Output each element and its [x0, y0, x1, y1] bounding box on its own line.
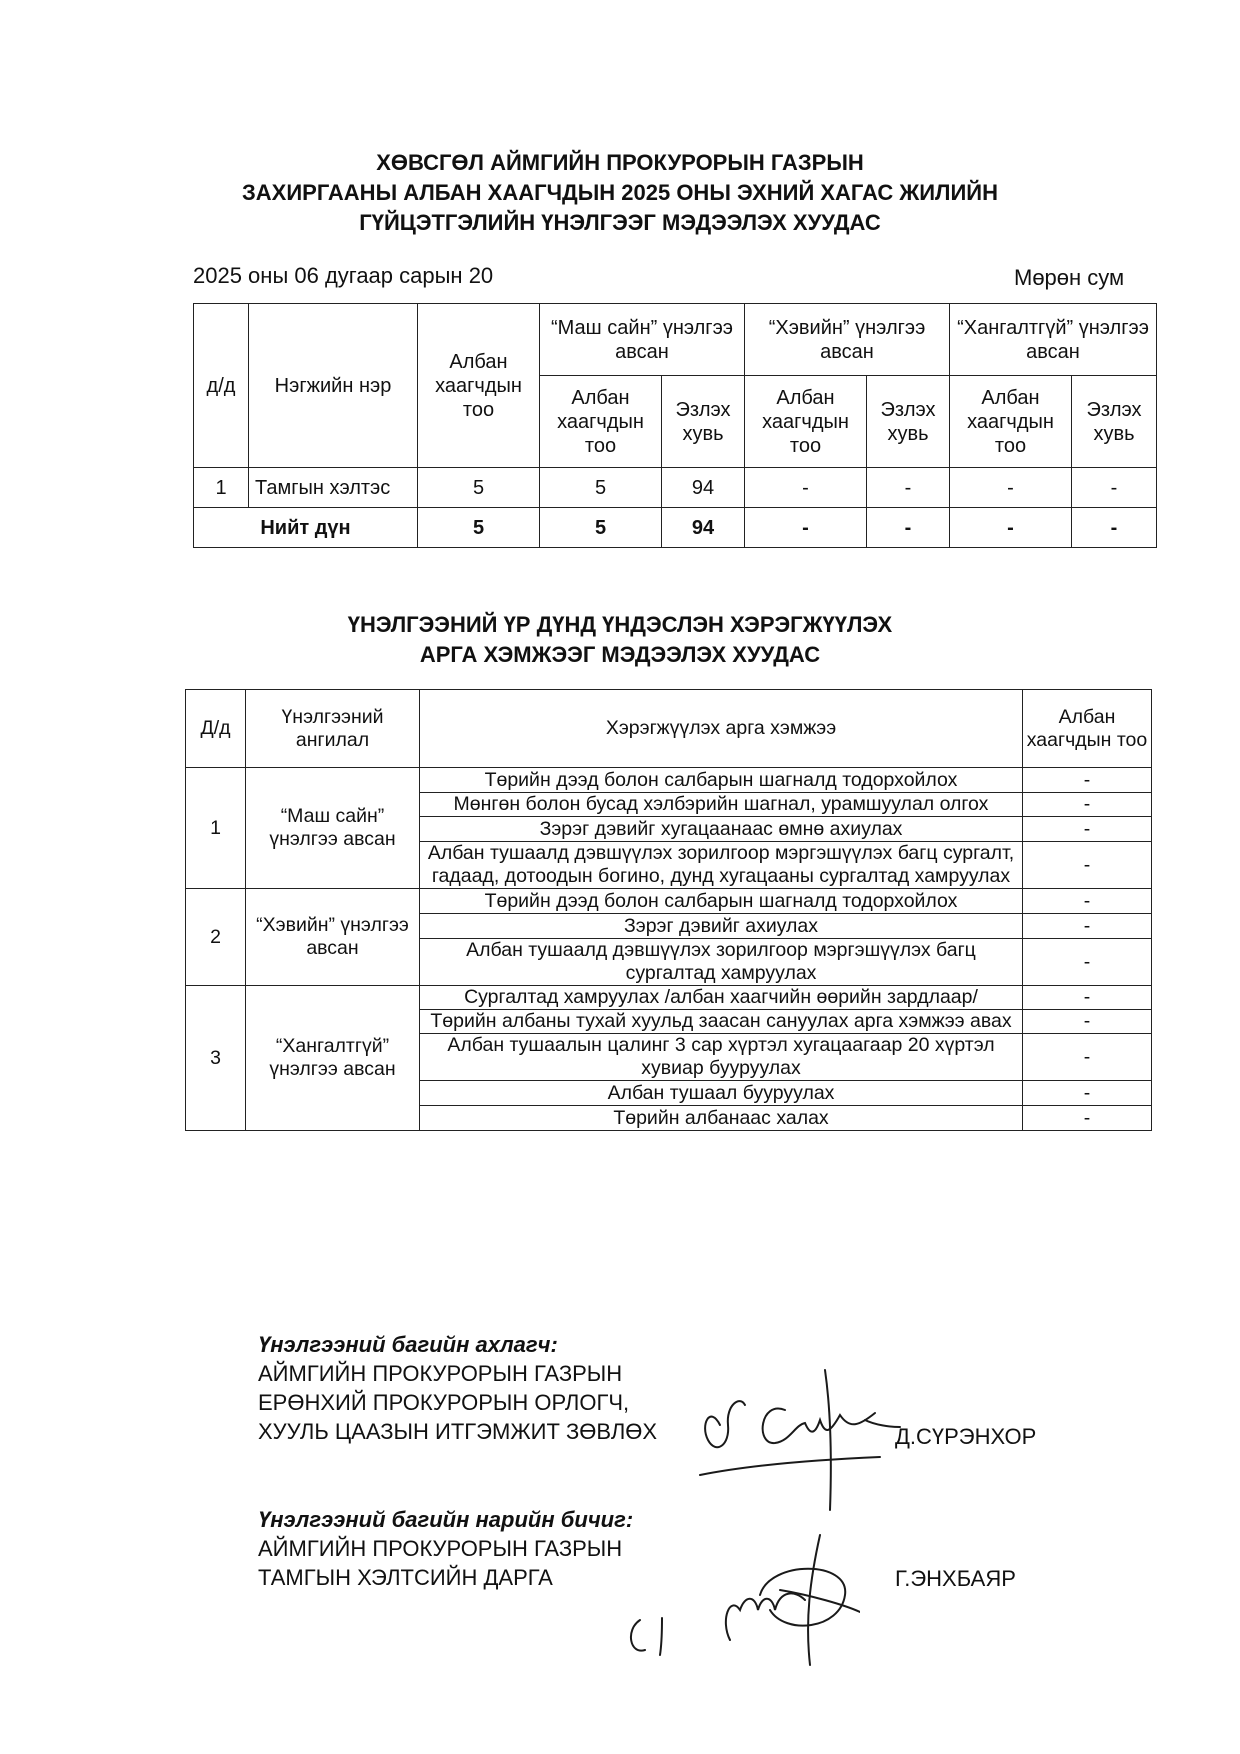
- action-text: Төрийн албанаас халах: [420, 1106, 1023, 1131]
- header-count: Албан хаагчдын тоо: [418, 304, 540, 468]
- signatory-name: Г.ЭНХБАЯР: [895, 1566, 1016, 1591]
- cell-num: 1: [194, 468, 249, 508]
- title-line: ҮНЭЛГЭЭНИЙ ҮР ДҮНД ҮНДЭСЛЭН ХЭРЭГЖҮҮЛЭХ: [347, 612, 893, 637]
- subheader-pct: Эзлэх хувь: [1072, 376, 1157, 468]
- action-count: -: [1023, 817, 1152, 842]
- total-g3-count: -: [950, 508, 1072, 548]
- cell-g2-pct: -: [867, 468, 950, 508]
- total-count: 5: [418, 508, 540, 548]
- total-g2-pct: -: [867, 508, 950, 548]
- table-row: [186, 768, 1152, 793]
- header-num: д/д: [194, 304, 249, 468]
- total-g2-count: -: [745, 508, 867, 548]
- header-action: Хэрэгжүүлэх арга хэмжээ: [420, 690, 1023, 768]
- handwritten-signature: [690, 1365, 920, 1515]
- signatory-name: Д.СҮРЭНХОР: [895, 1424, 1037, 1449]
- document-place: Мөрөн сум: [1014, 265, 1125, 290]
- action-count: -: [1023, 1034, 1152, 1081]
- cell-g1-pct: 94: [662, 468, 745, 508]
- action-text: Төрийн албаны тухай хуульд заасан сануулах арга хэмжээ авах: [420, 1010, 1023, 1034]
- title-line: ГҮЙЦЭТГЭЛИЙН ҮНЭЛГЭЭГ МЭДЭЭЛЭХ ХУУДАС: [359, 210, 881, 235]
- group-num: 1: [186, 768, 246, 889]
- subheader-count: Албан хаагчдын тоо: [745, 376, 867, 468]
- cell-g3-count: -: [950, 468, 1072, 508]
- subheader-pct: Эзлэх хувь: [662, 376, 745, 468]
- action-count: -: [1023, 1106, 1152, 1131]
- action-count: -: [1023, 939, 1152, 986]
- total-label: Нийт дүн: [194, 508, 418, 548]
- total-g1-count: 5: [540, 508, 662, 548]
- action-count: -: [1023, 1010, 1152, 1034]
- header-num: Д/д: [186, 690, 246, 768]
- header-unit: Нэгжийн нэр: [249, 304, 418, 468]
- signature-line: ХУУЛЬ ЦААЗЫН ИТГЭМЖИТ ЗӨВЛӨХ: [258, 1419, 658, 1444]
- action-measures-table: [185, 689, 1152, 1131]
- signature-heading: Үнэлгээний багийн нарийн бичиг:: [258, 1507, 634, 1532]
- action-text: Зэрэг дэвийг ахиулах: [420, 914, 1023, 939]
- action-count: -: [1023, 889, 1152, 914]
- total-row: [194, 508, 1157, 548]
- action-text: Зэрэг дэвийг хугацаанаас өмнө ахиулах: [420, 817, 1023, 842]
- document-title: [0, 148, 1240, 238]
- group-category: “Хэвийн” үнэлгээ авсан: [246, 889, 420, 986]
- action-text: Төрийн дээд болон салбарын шагналд тодорхойлох: [420, 889, 1023, 914]
- table-row: [186, 986, 1152, 1010]
- group-category: “Маш сайн” үнэлгээ авсан: [246, 768, 420, 889]
- cell-g3-pct: -: [1072, 468, 1157, 508]
- signature-line: АЙМГИЙН ПРОКУРОРЫН ГАЗРЫН: [258, 1536, 623, 1561]
- cell-g1-count: 5: [540, 468, 662, 508]
- subheader-pct: Эзлэх хувь: [867, 376, 950, 468]
- title-line: ЗАХИРГААНЫ АЛБАН ХААГЧДЫН 2025 ОНЫ ЭХНИЙ ХАГАС ЖИЛИЙН: [241, 180, 998, 205]
- evaluation-summary-table: [193, 303, 1157, 548]
- action-text: Сургалтад хамруулах /албан хаагчийн өөрийн зардлаар/: [420, 986, 1023, 1010]
- group-category: “Хангалтгүй” үнэлгээ авсан: [246, 986, 420, 1131]
- header-count: Албан хаагчдын тоо: [1023, 690, 1152, 768]
- header-category: Үнэлгээний ангилал: [246, 690, 420, 768]
- signature-line: АЙМГИЙН ПРОКУРОРЫН ГАЗРЫН: [258, 1361, 623, 1386]
- action-count: -: [1023, 793, 1152, 817]
- cell-unit: Тамгын хэлтэс: [249, 468, 418, 508]
- action-count: -: [1023, 768, 1152, 793]
- subheader-count: Албан хаагчдын тоо: [950, 376, 1072, 468]
- title-line: ХӨВСГӨЛ АЙМГИЙН ПРОКУРОРЫН ГАЗРЫН: [376, 150, 864, 175]
- group-num: 3: [186, 986, 246, 1131]
- action-text: Мөнгөн болон бусад хэлбэрийн шагнал, урамшуулал олгох: [420, 793, 1023, 817]
- cell-g2-count: -: [745, 468, 867, 508]
- action-text: Албан тушаалд дэвшүүлэх зорилгоор мэргэшүүлэх багц сургалтад хамруулах: [420, 939, 1023, 986]
- group-num: 2: [186, 889, 246, 986]
- action-count: -: [1023, 842, 1152, 889]
- signature-heading: Үнэлгээний багийн ахлагч:: [258, 1332, 558, 1357]
- action-text: Албан тушаалд дэвшүүлэх зорилгоор мэргэшүүлэх багц сургалт, гадаад, дотоодын богино, дунд хугацааны сургалтад хамруулах: [420, 842, 1023, 889]
- signature-block-leader: [258, 1330, 657, 1446]
- title-line: АРГА ХЭМЖЭЭГ МЭДЭЭЛЭХ ХУУДАС: [419, 642, 821, 667]
- action-text: Төрийн дээд болон салбарын шагналд тодорхойлох: [420, 768, 1023, 793]
- action-text: Албан тушаалын цалинг 3 сар хүртэл хугацаагаар 20 хүртэл хувиар бууруулах: [420, 1034, 1023, 1081]
- handwritten-signature: [620, 1500, 860, 1680]
- signature-line: ТАМГЫН ХЭЛТСИЙН ДАРГА: [258, 1565, 553, 1590]
- document-date: 2025 оны 06 дугаар сарын 20: [193, 263, 494, 288]
- table-row: [194, 468, 1157, 508]
- subheader-count: Албан хаагчдын тоо: [540, 376, 662, 468]
- signature-block-secretary: [258, 1505, 633, 1592]
- total-g1-pct: 94: [662, 508, 745, 548]
- action-count: -: [1023, 914, 1152, 939]
- cell-count: 5: [418, 468, 540, 508]
- action-count: -: [1023, 1081, 1152, 1106]
- signature-line: ЕРӨНХИЙ ПРОКУРОРЫН ОРЛОГЧ,: [258, 1390, 630, 1415]
- action-count: -: [1023, 986, 1152, 1010]
- header-group-poor: “Хангалтгүй” үнэлгээ авсан: [950, 304, 1157, 376]
- total-g3-pct: -: [1072, 508, 1157, 548]
- header-group-normal: “Хэвийн” үнэлгээ авсан: [745, 304, 950, 376]
- header-group-excellent: “Маш сайн” үнэлгээ авсан: [540, 304, 745, 376]
- table-row: [186, 889, 1152, 914]
- section-title: [0, 610, 1240, 670]
- action-text: Албан тушаал бууруулах: [420, 1081, 1023, 1106]
